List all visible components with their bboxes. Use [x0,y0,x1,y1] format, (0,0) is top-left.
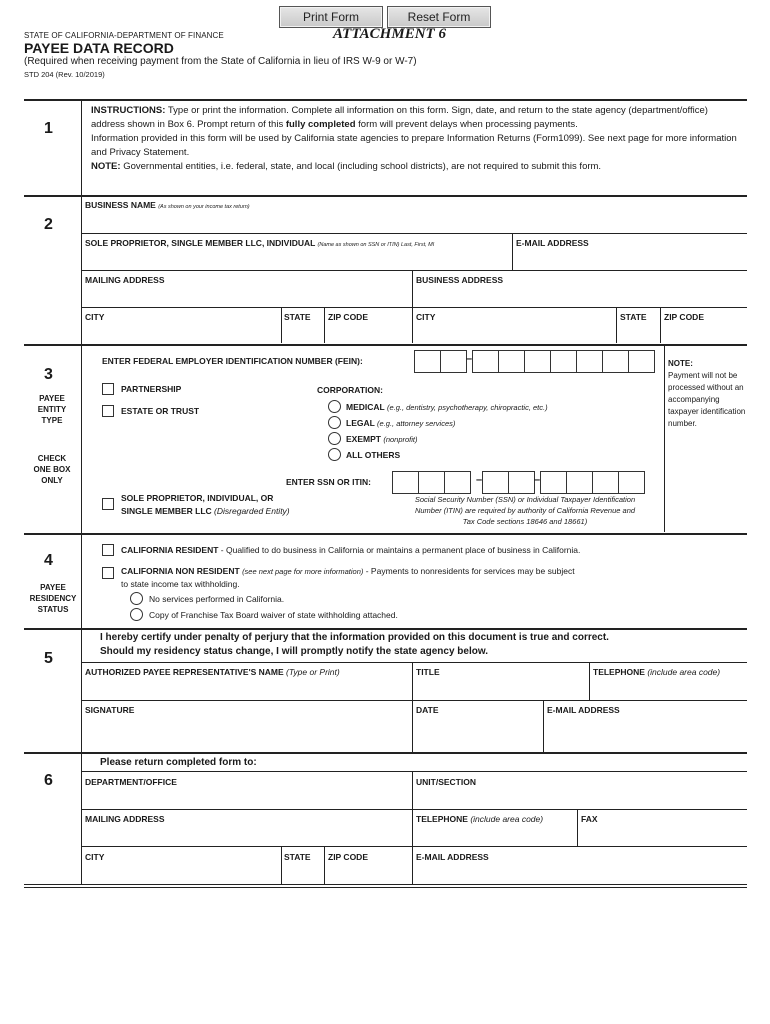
fein-digit[interactable] [440,350,467,373]
ssn-dash: – [476,474,483,486]
title-field[interactable]: TITLE [416,667,440,677]
agency-city-field[interactable]: CITY [85,852,105,862]
ssn-digit[interactable] [592,471,619,494]
side-label-line: RESIDENCY [29,594,77,603]
ca-nonresident-label [121,565,575,590]
instructions-text: Type or print the information. Complete all information on this form. Sign, date, and return to the state agency (department/office) address shown in Box 6. Prompt return of this [91,105,708,130]
business-name-hint: (As shown on your income tax return) [158,204,250,210]
rep-telephone-label: TELEPHONE [593,667,645,677]
tin-note-text: Payment will not be processed without an accompanying taxpayer identification number. [668,371,746,428]
ssn-label: ENTER SSN OR ITIN: [286,477,372,487]
ssn-authority-note [390,494,660,527]
col-rule [616,307,617,343]
instructions [91,104,741,174]
ssn-digit[interactable] [418,471,445,494]
side-label-line: ONE BOX [33,465,71,474]
ftb-waiver-label: Copy of Franchise Tax Board waiver of state withholding attached. [149,610,398,620]
mailing-address-field[interactable]: MAILING ADDRESS [85,275,165,285]
print-form-button[interactable]: Print Form [279,6,383,28]
agency-telephone-hint: (include area code) [470,814,544,824]
estate-trust-label: ESTATE OR TRUST [121,406,200,416]
fein-digit[interactable] [524,350,551,373]
section-divider [81,100,82,885]
legal-label [346,418,455,428]
col-rule [412,771,413,884]
no-services-radio[interactable] [130,592,143,605]
certify-line-2: Should my residency status change, I will promptly notify the state agency below. [100,646,489,657]
row-rule [82,270,747,271]
row-rule [82,662,747,663]
row-rule [82,846,747,847]
section-rule [24,628,747,630]
medical-radio[interactable] [328,400,341,413]
fein-digit[interactable] [602,350,629,373]
row-rule [82,771,747,772]
signature-field[interactable]: SIGNATURE [85,705,135,715]
col-rule [512,233,513,270]
info-text: Information provided in this form will be used by California state agencies to prepare Information Returns (Form1099). See next page for more information and Privacy Statement. [91,133,737,158]
all-others-radio[interactable] [328,448,341,461]
top-rule [24,99,747,101]
no-services-label: No services performed in California. [149,594,285,604]
side-label-line: TYPE [41,416,63,425]
exempt-hint: (nonprofit) [383,435,418,444]
ssn-digit[interactable] [444,471,471,494]
section-2-number: 2 [44,216,53,233]
sole-proprietor-label [121,492,290,518]
legal-text: LEGAL [346,418,375,428]
col-rule [543,700,544,752]
agency-zip-field[interactable]: ZIP CODE [328,852,368,862]
medical-text: MEDICAL [346,402,385,412]
partnership-checkbox[interactable] [102,383,114,395]
sole-proprietor-checkbox[interactable] [102,498,114,510]
medical-hint: (e.g., dentistry, psychotherapy, chiropractic, etc.) [386,403,548,412]
agency-name: STATE OF CALIFORNIA-DEPARTMENT OF FINANCE [24,31,224,40]
agency-telephone-label: TELEPHONE [416,814,468,824]
partnership-label: PARTNERSHIP [121,384,182,394]
side-label-line: PAYEE [39,394,65,403]
agency-email-field[interactable]: E-MAIL ADDRESS [416,852,489,862]
section-6-number: 6 [44,772,53,789]
fein-digit[interactable] [472,350,499,373]
medical-label [346,402,548,412]
zip-field[interactable]: ZIP CODE [328,312,368,322]
ca-resident-text: CALIFORNIA RESIDENT [121,545,219,555]
side-label-line: ONLY [41,476,63,485]
section-rule [24,752,747,754]
ca-nonresident-hint: (see next page for more information) [242,567,364,576]
note-label: NOTE: [91,161,121,172]
agency-telephone-field[interactable] [416,814,543,824]
rep-telephone-hint: (include area code) [647,667,721,677]
tin-note-label: NOTE: [668,359,693,368]
email-field[interactable]: E-MAIL ADDRESS [516,238,589,248]
dept-office-field[interactable]: DEPARTMENT/OFFICE [85,777,177,787]
exempt-radio[interactable] [328,432,341,445]
city-field[interactable]: CITY [85,312,105,322]
page-subtitle: (Required when receiving payment from the State of California in lieu of IRS W-9 or W-7) [24,56,417,67]
payee-entity-type-label [24,393,80,426]
note-text: Governmental entities, i.e. federal, state, and local (including school districts), are not required to submit this form. [120,161,602,172]
business-state-field[interactable]: STATE [620,312,647,322]
instructions-label: INSTRUCTIONS: [91,105,166,116]
section-rule [24,344,747,346]
certify-line-1: I hereby certify under penalty of perjury that the information provided on this document is true and correct. [100,632,609,643]
note-divider [664,345,665,532]
col-rule [281,846,282,884]
ca-resident-label [121,545,580,555]
ca-nonresident-checkbox[interactable] [102,567,114,579]
agency-mailing-field[interactable]: MAILING ADDRESS [85,814,165,824]
instructions-bold: fully completed [285,119,356,130]
ssn-dash-2: – [534,474,541,486]
ca-resident-desc: - Qualified to do business in California or maintains a permanent place of business in California. [218,545,581,555]
ssn-digit[interactable] [482,471,509,494]
fax-field[interactable]: FAX [581,814,598,824]
ca-nonresident-text: CALIFORNIA NON RESIDENT [121,566,240,576]
col-rule [589,662,590,700]
page-title: PAYEE DATA RECORD [24,40,174,56]
attachment-label: ATTACHMENT 6 [333,26,446,42]
ssn-note-line: Social Security Number (SSN) or Individual Taxpayer Identification [414,495,636,504]
side-label-line: PAYEE [40,583,66,592]
section-1-number: 1 [44,120,53,137]
ssn-digit[interactable] [508,471,535,494]
side-label-line: CHECK [37,454,67,463]
fein-digit[interactable] [628,350,655,373]
sole-line-2: SINGLE MEMBER LLC [121,506,212,516]
date-field[interactable]: DATE [416,705,439,715]
ftb-waiver-radio[interactable] [130,608,143,621]
payee-residency-status-label [20,582,86,615]
check-one-label [22,453,82,486]
fein-digit[interactable] [550,350,577,373]
fein-digit[interactable] [576,350,603,373]
fein-dash: – [466,353,473,365]
ssn-digit[interactable] [540,471,567,494]
sole-prop-field[interactable] [85,238,434,248]
ca-nonresident-desc: - Payments to nonresidents for services may be subject [363,566,575,576]
col-rule [660,307,661,343]
bottom-rule [24,884,747,885]
side-label-line: ENTITY [37,405,67,414]
col-rule [412,662,413,752]
col-rule [281,307,282,343]
tin-note [668,358,748,430]
row-rule [82,233,747,234]
ssn-digit[interactable] [392,471,419,494]
sole-line-1: SOLE PROPRIETOR, INDIVIDUAL, OR [121,493,274,503]
form-number: STD 204 (Rev. 10/2019) [24,70,105,79]
state-field[interactable]: STATE [284,312,311,322]
sole-prop-label: SOLE PROPRIETOR, SINGLE MEMBER LLC, INDIVIDUAL [85,238,316,248]
fein-digit[interactable] [498,350,525,373]
rep-email-field[interactable]: E-MAIL ADDRESS [547,705,620,715]
estate-trust-checkbox[interactable] [102,405,114,417]
fein-digit[interactable] [414,350,441,373]
rep-name-field[interactable] [85,667,340,677]
corporation-label: CORPORATION: [317,385,383,395]
row-rule [82,307,747,308]
section-5-number: 5 [44,650,53,667]
fein-label: ENTER FEDERAL EMPLOYER IDENTIFICATION NUMBER (FEIN): [102,356,363,366]
ssn-digit[interactable] [618,471,645,494]
ca-nonresident-desc-2: to state income tax withholding. [121,579,240,589]
exempt-label [346,434,418,444]
col-rule [324,846,325,884]
agency-state-field[interactable]: STATE [284,852,311,862]
ssn-note-line: Number (ITIN) are required by authority of California Revenue and [414,506,636,515]
row-rule [82,700,747,701]
col-rule [324,307,325,343]
row-rule [82,809,747,810]
business-name-field[interactable] [85,200,250,210]
business-city-field[interactable]: CITY [416,312,436,322]
business-zip-field[interactable]: ZIP CODE [664,312,704,322]
exempt-text: EXEMPT [346,434,381,444]
rep-telephone-field[interactable] [593,667,720,677]
return-to-label: Please return completed form to: [100,757,257,768]
section-4-number: 4 [44,552,53,569]
legal-hint: (e.g., attorney services) [377,419,456,428]
section-rule [24,533,747,535]
ssn-note-line: Tax Code sections 18646 and 18661) [462,517,588,526]
business-name-label: BUSINESS NAME [85,200,156,210]
bottom-rule-2 [24,887,747,888]
sole-hint: (Disregarded Entity) [214,506,290,516]
sole-prop-hint: (Name as shown on SSN or ITIN) Last, First, MI [317,242,435,248]
business-address-field[interactable]: BUSINESS ADDRESS [416,275,504,285]
all-others-label: ALL OTHERS [346,450,401,460]
unit-section-field[interactable]: UNIT/SECTION [416,777,476,787]
col-rule [577,809,578,846]
reset-form-button[interactable]: Reset Form [387,6,491,28]
rep-name-hint: (Type or Print) [286,667,340,677]
section-rule [24,195,747,197]
rep-name-label: AUTHORIZED PAYEE REPRESENTATIVE'S NAME [85,667,284,677]
section-3-number: 3 [44,366,53,383]
side-label-line: STATUS [37,605,69,614]
ca-resident-checkbox[interactable] [102,544,114,556]
legal-radio[interactable] [328,416,341,429]
instructions-text-2: form will prevent delays when processing payments. [355,119,578,130]
ssn-digit[interactable] [566,471,593,494]
